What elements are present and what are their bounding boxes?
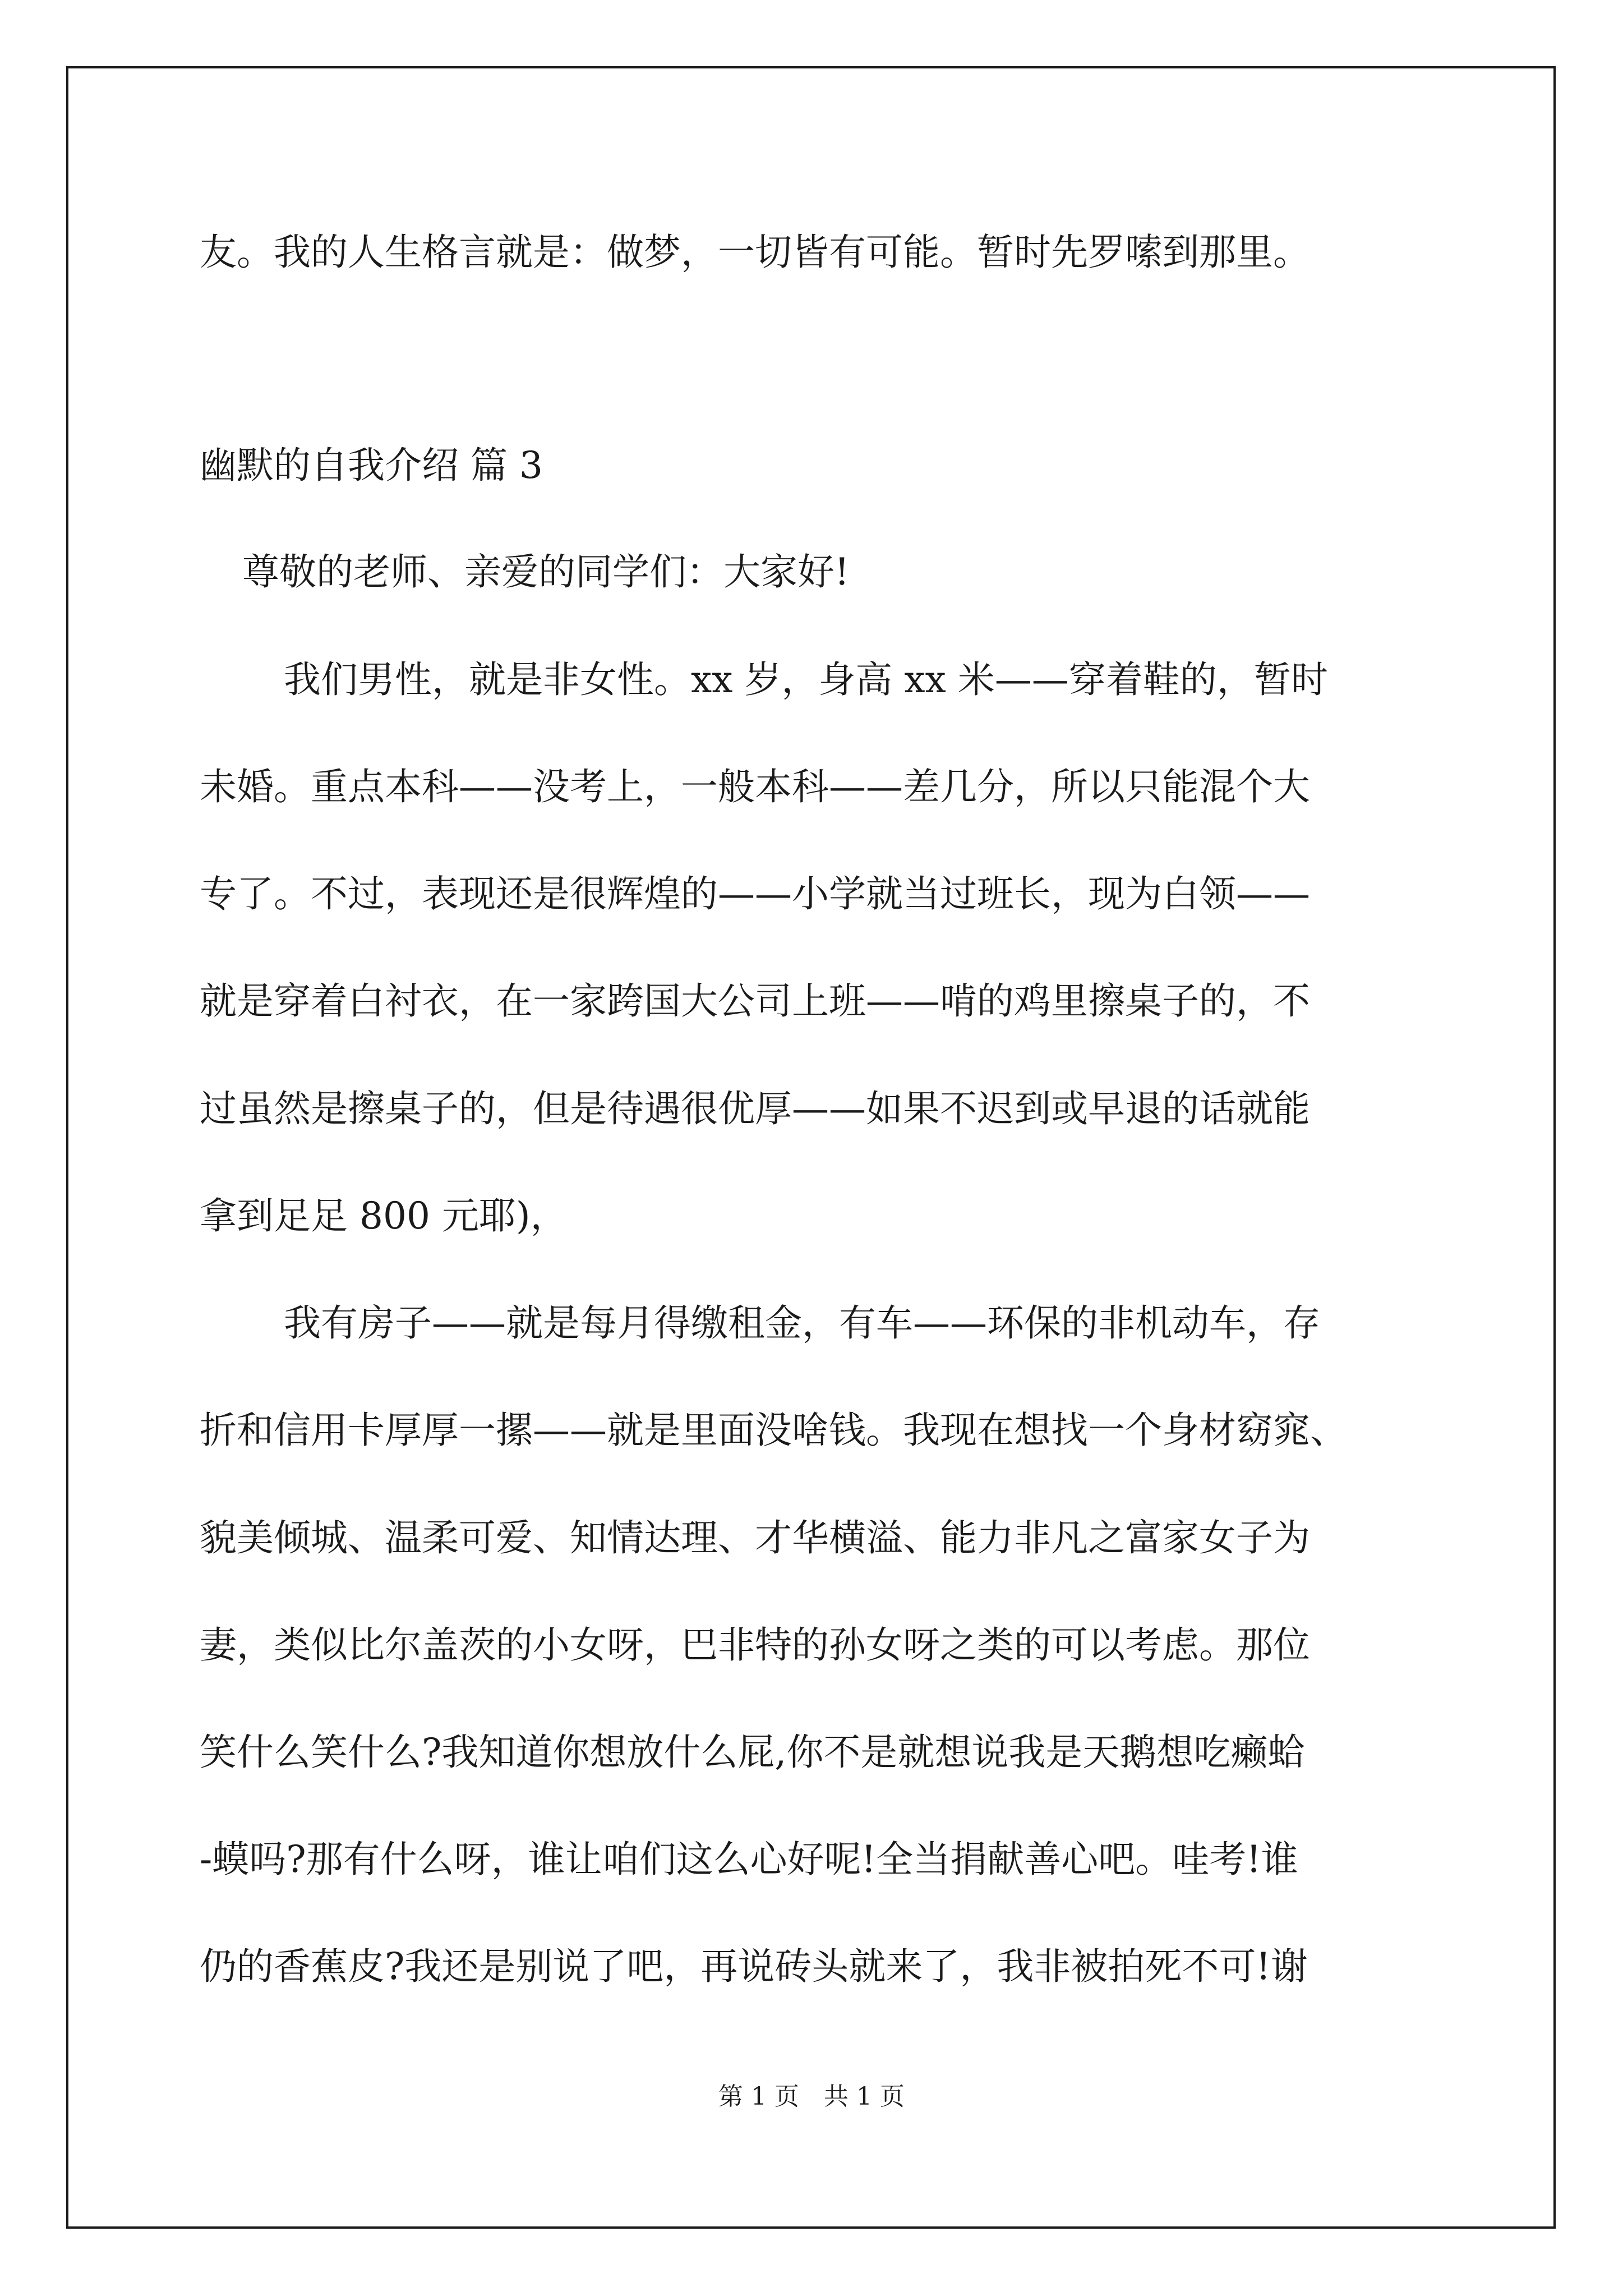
text-line: 妻，类似比尔盖茨的小女呀，巴非特的孙女呀之类的可以考虑。那位 — [200, 1623, 1310, 1667]
text-line: 就是穿着白衬衣，在一家跨国大公司上班——啃的鸡里擦桌子的，不 — [200, 979, 1310, 1023]
text-line: 我们男性，就是非女性。xx 岁，身高 xx 米——穿着鞋的，暂时 — [284, 658, 1328, 701]
page-footer: 第 1 页 共 1 页 — [718, 2082, 905, 2111]
text-line: 未婚。重点本科——没考上，一般本科——差几分，所以只能混个大 — [200, 765, 1310, 808]
text-line: 我有房子——就是每月得缴租金，有车——环保的非机动车，存 — [284, 1301, 1320, 1345]
text-line: 貌美倾城、温柔可爱、知情达理、才华横溢、能力非凡之富家女子为 — [200, 1516, 1310, 1559]
text-line: -蟆吗?那有什么呀，谁让咱们这么心好呢!全当捐献善心吧。哇考!谁 — [200, 1838, 1298, 1881]
text-line: 过虽然是擦桌子的，但是待遇很优厚——如果不迟到或早退的话就能 — [200, 1087, 1310, 1130]
text-line: 折和信用卡厚厚一摞——就是里面没啥钱。我现在想找一个身材窈窕、 — [200, 1409, 1347, 1452]
text-line: 拿到足足 800 元耶)， — [200, 1194, 568, 1237]
section-heading: 幽默的自我介绍 篇 3 — [200, 444, 543, 487]
text-line: 笑什么笑什么?我知道你想放什么屁,你不是就想说我是天鹅想吃癞蛤 — [200, 1731, 1305, 1774]
text-line: 专了。不过，表现还是很辉煌的——小学就当过班长，现为白领—— — [200, 872, 1310, 915]
greeting-line: 尊敬的老师、亲爱的同学们：大家好! — [242, 550, 850, 593]
text-line: 仍的香蕉皮?我还是别说了吧，再说砖头就来了，我非被拍死不可!谢 — [200, 1945, 1308, 1988]
text-line: 友。我的人生格言就是：做梦，一切皆有可能。暂时先罗嗦到那里。 — [200, 231, 1310, 274]
